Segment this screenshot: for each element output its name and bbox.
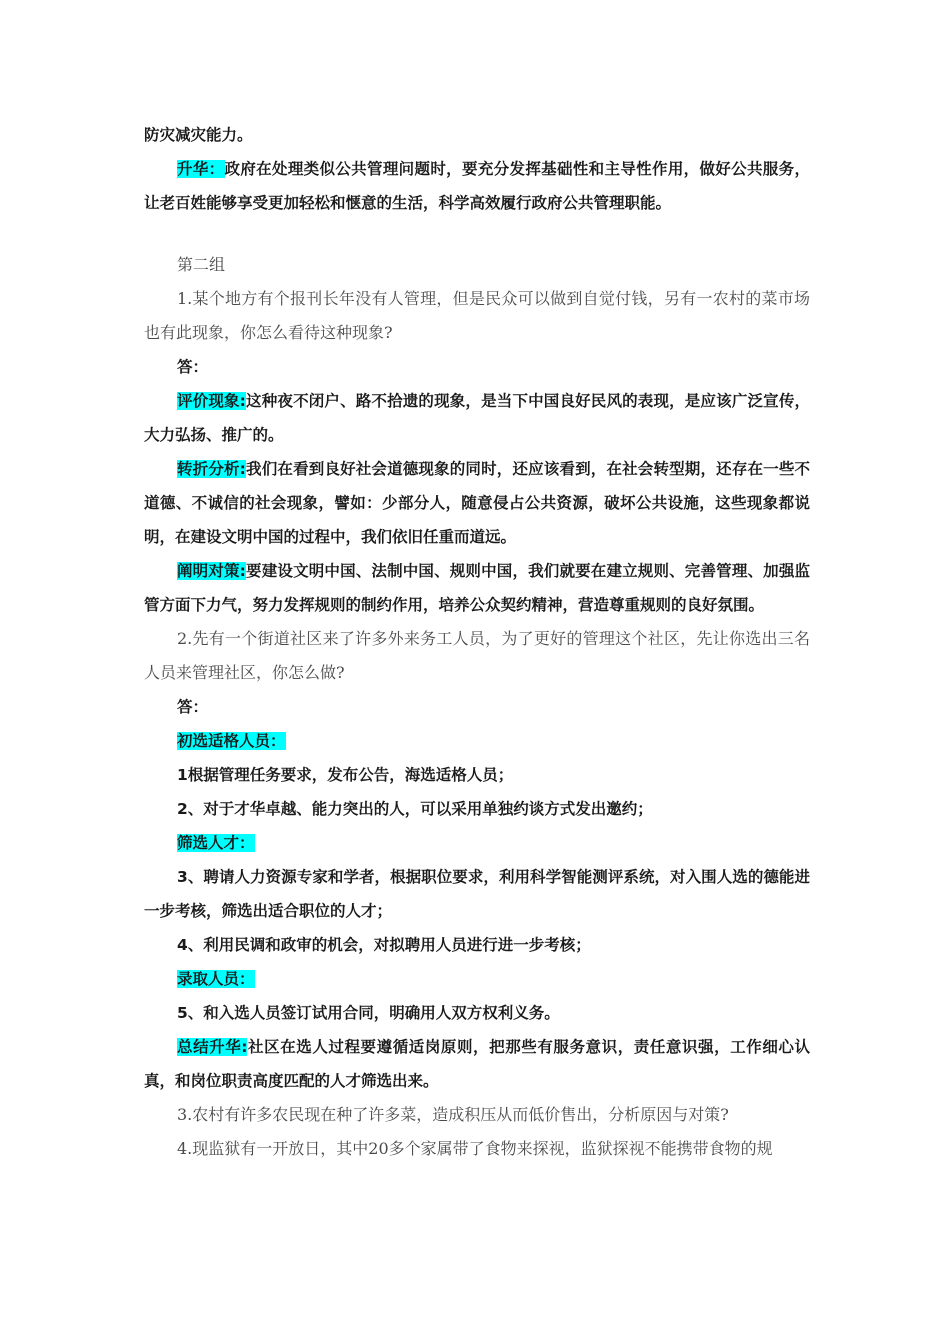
highlighted-label: 筛选人才： [177, 834, 255, 852]
paragraph-text: 政府在处理类似公共管理问题时，要充分发挥基础性和主导性作用，做好公共服务，让老百姓能够享受更加轻松和惬意的生活，科学高效履行政府公共管理职能。 [144, 160, 810, 212]
document-page [144, 118, 810, 1166]
highlighted-label: 阐明对策: [177, 562, 246, 580]
paragraph [144, 1030, 810, 1098]
paragraph [144, 282, 810, 350]
paragraph-text: 第二组 [177, 255, 226, 274]
paragraph-text: 防灾减灾能力。 [144, 126, 253, 144]
paragraph [144, 860, 810, 928]
paragraph-text: 4.现监狱有一开放日，其中20多个家属带了食物来探视，监狱探视不能携带食物的规 [177, 1139, 773, 1158]
paragraph [144, 1098, 810, 1132]
highlighted-label: 评价现象: [177, 392, 246, 410]
paragraph-text: 社区在选人过程要遵循适岗原则，把那些有服务意识，责任意识强，工作细心认真，和岗位职责高度匹配的人才筛选出来。 [144, 1038, 810, 1090]
paragraph-text: 答： [177, 698, 209, 716]
paragraph [144, 622, 810, 690]
paragraph [144, 996, 810, 1030]
paragraph [144, 724, 810, 758]
paragraph [144, 350, 810, 384]
paragraph-text: 4、利用民调和政审的机会，对拟聘用人员进行进一步考核； [177, 936, 591, 954]
highlighted-label: 总结升华: [177, 1038, 248, 1056]
paragraph-text: 2、对于才华卓越、能力突出的人，可以采用单独约谈方式发出邀约； [177, 800, 653, 818]
paragraph [144, 928, 810, 962]
paragraph-text: 1根据管理任务要求，发布公告，海选适格人员； [177, 766, 514, 784]
highlighted-label: 初选适格人员： [177, 732, 286, 750]
paragraph [144, 554, 810, 622]
paragraph [144, 118, 810, 152]
highlighted-label: 升华： [177, 160, 225, 178]
paragraph [144, 690, 810, 724]
paragraph [144, 1132, 810, 1166]
paragraph [144, 384, 810, 452]
paragraph [144, 758, 810, 792]
paragraph [144, 152, 810, 220]
highlighted-label: 录取人员： [177, 970, 255, 988]
paragraph-text: 这种夜不闭户、路不拾遗的现象，是当下中国良好民风的表现，是应该广泛宣传，大力弘扬、推广的。 [144, 392, 810, 444]
paragraph [144, 962, 810, 996]
paragraph [144, 248, 810, 282]
paragraph [144, 826, 810, 860]
paragraph-text: 1.某个地方有个报刊长年没有人管理，但是民众可以做到自觉付钱，另有一农村的菜市场也有此现象，你怎么看待这种现象? [144, 289, 810, 342]
paragraph-gap [144, 220, 810, 248]
paragraph-text: 要建设文明中国、法制中国、规则中国，我们就要在建立规则、完善管理、加强监管方面下力气，努力发挥规则的制约作用，培养公众契约精神，营造尊重规则的良好氛围。 [144, 562, 810, 614]
paragraph [144, 452, 810, 554]
paragraph-text: 3、聘请人力资源专家和学者，根据职位要求，利用科学智能测评系统，对入围人选的德能进一步考核，筛选出适合职位的人才； [144, 868, 810, 920]
paragraph-text: 答： [177, 358, 209, 376]
highlighted-label: 转折分析: [177, 460, 246, 478]
paragraph-text: 3.农村有许多农民现在种了许多菜，造成积压从而低价售出，分析原因与对策? [177, 1105, 729, 1124]
paragraph-text: 2.先有一个街道社区来了许多外来务工人员，为了更好的管理这个社区，先让你选出三名人员来管理社区，你怎么做? [144, 629, 810, 682]
paragraph [144, 792, 810, 826]
paragraph-text: 我们在看到良好社会道德现象的同时，还应该看到，在社会转型期，还存在一些不道德、不诚信的社会现象，譬如：少部分人，随意侵占公共资源，破坏公共设施，这些现象都说明，在建设文明中国的过程中，我们依旧任重而道远。 [144, 460, 810, 546]
paragraph-text: 5、和入选人员签订试用合同，明确用人双方权利义务。 [177, 1004, 560, 1022]
